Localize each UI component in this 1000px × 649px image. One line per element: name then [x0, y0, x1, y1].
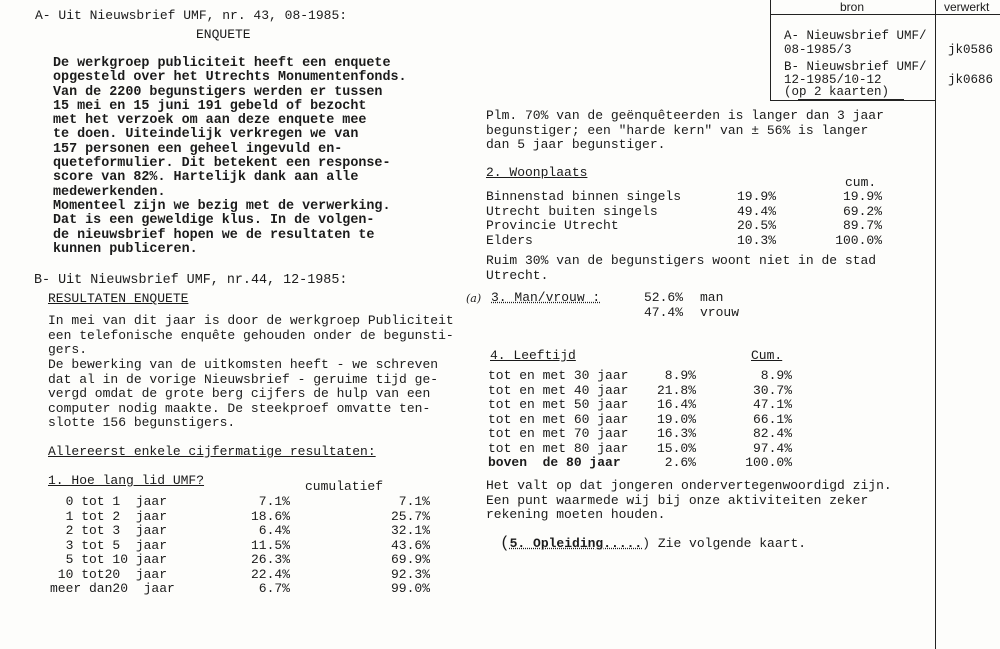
- q1-heading: 1. Hoe lang lid UMF?: [48, 473, 205, 488]
- table-row: [50, 582, 430, 597]
- q5-line: [500, 536, 806, 551]
- q4-cum-header: Cum.: [751, 348, 783, 363]
- q3-margin-mark: (a): [466, 292, 482, 305]
- q4-label: tot en met 60 jaar: [488, 411, 629, 427]
- q4-pct: 16.3%: [656, 426, 696, 441]
- q4-cum: 66.1%: [752, 411, 792, 427]
- q1-label: 5 tot 10 jaar: [50, 552, 168, 567]
- q4-pct: 15.0%: [656, 440, 696, 456]
- q4-pct: 2.6%: [664, 455, 696, 470]
- bron-header: bron: [840, 0, 865, 14]
- q2-cum: 100.0%: [835, 232, 882, 248]
- table-row: [50, 495, 430, 510]
- q3-label: vrouw: [700, 304, 740, 320]
- q3-pct: 52.6%: [644, 290, 684, 305]
- q1-cum: 43.6%: [390, 537, 430, 553]
- q1-table: [50, 495, 430, 597]
- verwerkt-header: verwerkt: [944, 0, 990, 14]
- table-row: [486, 205, 882, 220]
- q5-label: 5. Opleiding.....: [509, 536, 643, 551]
- q2-label: Binnenstad binnen singels: [486, 189, 682, 204]
- q2-table: [486, 190, 882, 248]
- q4-label: boven de 80 jaar: [488, 455, 621, 470]
- section-b-intro-1: In mei van dit jaar is door de werkgroep Publiciteit een telefonische enquête gehouden onder de begunsti- gers.: [48, 313, 454, 357]
- verwerkt-entry-a: jk0586: [948, 43, 994, 57]
- q4-label: tot en met 80 jaar: [488, 440, 629, 456]
- q4-pct: 21.8%: [656, 382, 696, 398]
- q1-label: 2 tot 3 jaar: [50, 523, 168, 538]
- q2-cum-header: cum.: [845, 175, 877, 190]
- q4-label: tot en met 30 jaar: [488, 368, 629, 383]
- q1-label: 10 tot20 jaar: [50, 566, 168, 582]
- table-row: [488, 442, 792, 457]
- q3-label: man: [700, 290, 724, 305]
- q1-label: meer dan20 jaar: [50, 581, 175, 596]
- q4-pct: 8.9%: [664, 368, 696, 383]
- source-a: A- Uit Nieuwsbrief UMF, nr. 43, 08-1985:: [35, 8, 348, 23]
- q1-label: 3 tot 5 jaar: [50, 537, 168, 553]
- table-row: [488, 369, 792, 384]
- q1-pct: 6.7%: [258, 581, 290, 596]
- table-row: [50, 524, 430, 539]
- q4-cum: 47.1%: [752, 397, 792, 412]
- q3-table: [644, 291, 739, 320]
- q4-cum: 30.7%: [752, 382, 792, 398]
- table-row: [488, 384, 792, 399]
- table-row: [486, 190, 882, 205]
- q2-label: Elders: [486, 232, 533, 248]
- q4-cum: 82.4%: [752, 426, 792, 441]
- q2-pct: 20.5%: [736, 218, 776, 233]
- q2-pct: 49.4%: [736, 203, 776, 219]
- q2-label: Utrecht buiten singels: [486, 203, 658, 219]
- table-row: [488, 398, 792, 413]
- q3-heading: 3. Man/vrouw :: [491, 290, 601, 305]
- verwerkt-entry-b: jk0686: [948, 73, 994, 87]
- q2-label: Provincie Utrecht: [486, 218, 619, 233]
- q4-label: tot en met 70 jaar: [488, 426, 629, 441]
- q2-cum: 69.2%: [842, 203, 882, 219]
- q1-pct: 26.3%: [250, 552, 290, 567]
- q4-pct: 16.4%: [656, 397, 696, 412]
- q2-note: Ruim 30% van de begunstigers woont niet in de stad Utrecht.: [486, 253, 877, 283]
- q4-label: tot en met 50 jaar: [488, 397, 629, 412]
- table-row: [486, 219, 882, 234]
- section-a-body: De werkgroep publiciteit heeft een enquete opgesteld over het Utrechts Monumentenfonds. Van de 2200 begunstigers werden er tussen 15 mei en 15 juni 191 gebeld of bezocht met het verzoek om aan deze enquete mee te doen. Uiteindelijk verkregen we van 157 personen een geheel ingevuld en- queteformulier. Dit betekent een response- score van 82%. Hartelijk dank aan alle medewerkenden. Momenteel zijn we bezig met de verwerking. Dat is een geweldige klus. In de volgen- de nieuwsbrief hopen we de resultaten te kunnen publiceren.: [53, 56, 407, 257]
- section-a-title: ENQUETE: [196, 27, 251, 42]
- section-b-title: RESULTATEN ENQUETE: [48, 291, 189, 306]
- q4-cum: 100.0%: [745, 455, 792, 470]
- q4-table: [488, 369, 792, 471]
- q5-open-paren: (: [500, 534, 510, 552]
- right-intro: Plm. 70% van de geënquêteerden is langer dan 3 jaar begunstiger; een "harde kern" van ± 56% is langer dan 5 jaar begunstiger.: [486, 108, 884, 152]
- table-row: [488, 413, 792, 428]
- bron-entry-a: A- Nieuwsbrief UMF/ 08-1985/3: [784, 29, 927, 57]
- q1-cum: 32.1%: [390, 523, 430, 538]
- table-row: [50, 510, 430, 525]
- section-b-intro-2: De bewerking van de uitkomsten heeft - we schreven dat al in de vorige Nieuwsbrief - geruime tijd ge- vergd omdat de grote berg cijfers de hulp van een computer nodig maakte. De steekproef omvatte ten- slotte 156 begunstigers.: [48, 357, 439, 430]
- q2-pct: 19.9%: [736, 189, 776, 204]
- table-row: [644, 306, 739, 321]
- q1-cum: 92.3%: [390, 566, 430, 582]
- q4-pct: 19.0%: [656, 411, 696, 427]
- q1-cum-header: cumulatief: [305, 479, 384, 494]
- table-row: [50, 553, 430, 568]
- table-row: [486, 234, 882, 249]
- table-row: [50, 568, 430, 583]
- q2-cum: 89.7%: [842, 218, 882, 233]
- q1-cum: 7.1%: [398, 494, 430, 509]
- table-row: [50, 539, 430, 554]
- q1-pct: 18.6%: [250, 508, 290, 524]
- q1-pct: 22.4%: [250, 566, 290, 582]
- q4-heading: 4. Leeftijd: [490, 348, 576, 363]
- source-b: B- Uit Nieuwsbrief UMF, nr.44, 12-1985:: [34, 273, 348, 288]
- q2-pct: 10.3%: [736, 232, 776, 248]
- q4-cum: 97.4%: [752, 440, 792, 456]
- q2-cum: 19.9%: [842, 189, 882, 204]
- q1-cum: 69.9%: [390, 552, 430, 567]
- q4-cum: 8.9%: [760, 368, 792, 383]
- q4-note: Het valt op dat jongeren ondervertegenwoordigd zijn. Een punt waarmede wij bij onze aktiviteiten zeker rekening moeten houden.: [486, 478, 892, 522]
- results-heading: Allereerst enkele cijfermatige resultaten:: [48, 444, 376, 459]
- bron-entry-b: B- Nieuwsbrief UMF/ 12-1985/10-12 (op 2 kaarten): [784, 60, 927, 99]
- q1-pct: 7.1%: [258, 494, 290, 509]
- q1-cum: 25.7%: [390, 508, 430, 524]
- table-row: [488, 456, 792, 471]
- q1-pct: 6.4%: [258, 523, 290, 538]
- q2-heading: 2. Woonplaats: [486, 165, 588, 180]
- q4-label: tot en met 40 jaar: [488, 382, 629, 398]
- q5-rest: ) Zie volgende kaart.: [642, 536, 807, 551]
- q3-pct: 47.4%: [644, 304, 684, 320]
- table-row: [644, 291, 739, 306]
- q1-pct: 11.5%: [250, 537, 290, 553]
- table-row: [488, 427, 792, 442]
- q1-label: 0 tot 1 jaar: [50, 494, 168, 509]
- q1-cum: 99.0%: [390, 581, 430, 596]
- q1-label: 1 tot 2 jaar: [50, 508, 168, 524]
